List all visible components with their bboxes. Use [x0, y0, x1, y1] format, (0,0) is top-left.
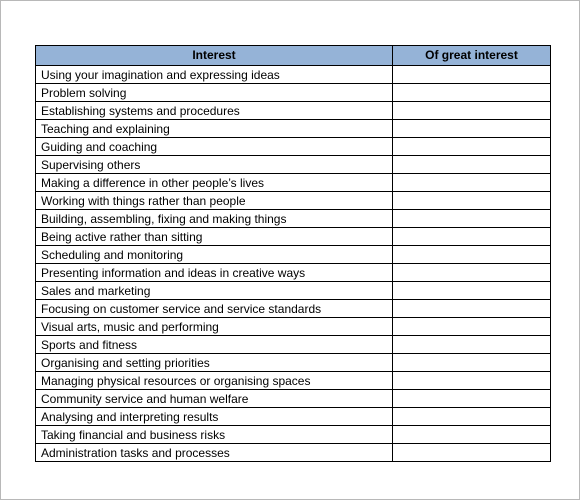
great-interest-cell[interactable]: [393, 372, 551, 390]
table-body: [36, 66, 551, 462]
table-row: [36, 138, 551, 156]
great-interest-cell[interactable]: [393, 210, 551, 228]
interest-cell: Establishing systems and procedures: [36, 102, 393, 120]
great-interest-cell[interactable]: [393, 192, 551, 210]
table-header-row: [36, 46, 551, 66]
great-interest-cell[interactable]: [393, 156, 551, 174]
interest-cell: Visual arts, music and performing: [36, 318, 393, 336]
great-interest-cell[interactable]: [393, 246, 551, 264]
interest-cell: Building, assembling, fixing and making things: [36, 210, 393, 228]
interest-cell: Teaching and explaining: [36, 120, 393, 138]
great-interest-cell[interactable]: [393, 408, 551, 426]
interest-cell: Making a difference in other people’s lives: [36, 174, 393, 192]
table-row: [36, 264, 551, 282]
interest-cell: Analysing and interpreting results: [36, 408, 393, 426]
great-interest-cell[interactable]: [393, 174, 551, 192]
header-interest: Interest: [36, 46, 393, 66]
great-interest-cell[interactable]: [393, 120, 551, 138]
table-row: [36, 336, 551, 354]
interest-cell: Administration tasks and processes: [36, 444, 393, 462]
interest-cell: Guiding and coaching: [36, 138, 393, 156]
table-row: [36, 390, 551, 408]
interest-cell: Sports and fitness: [36, 336, 393, 354]
table-row: [36, 354, 551, 372]
table-row: [36, 282, 551, 300]
great-interest-cell[interactable]: [393, 444, 551, 462]
great-interest-cell[interactable]: [393, 138, 551, 156]
great-interest-cell[interactable]: [393, 390, 551, 408]
table-row: [36, 210, 551, 228]
table-row: [36, 174, 551, 192]
great-interest-cell[interactable]: [393, 264, 551, 282]
great-interest-cell[interactable]: [393, 102, 551, 120]
interest-cell: Working with things rather than people: [36, 192, 393, 210]
great-interest-cell[interactable]: [393, 354, 551, 372]
interest-cell: Organising and setting priorities: [36, 354, 393, 372]
interest-cell: Presenting information and ideas in creative ways: [36, 264, 393, 282]
great-interest-cell[interactable]: [393, 66, 551, 84]
table-row: [36, 246, 551, 264]
table-row: [36, 228, 551, 246]
interest-cell: Supervising others: [36, 156, 393, 174]
table-row: [36, 372, 551, 390]
great-interest-cell[interactable]: [393, 282, 551, 300]
header-of-great-interest: Of great interest: [393, 46, 551, 66]
great-interest-cell[interactable]: [393, 426, 551, 444]
table-row: [36, 84, 551, 102]
table-row: [36, 318, 551, 336]
table-row: [36, 156, 551, 174]
table-row: [36, 102, 551, 120]
table-row: [36, 120, 551, 138]
interest-cell: Taking financial and business risks: [36, 426, 393, 444]
interest-cell: Sales and marketing: [36, 282, 393, 300]
table-row: [36, 426, 551, 444]
interest-table: [35, 45, 551, 462]
interest-cell: Managing physical resources or organising spaces: [36, 372, 393, 390]
interest-cell: Problem solving: [36, 84, 393, 102]
table-row: [36, 300, 551, 318]
great-interest-cell[interactable]: [393, 300, 551, 318]
table-row: [36, 192, 551, 210]
great-interest-cell[interactable]: [393, 228, 551, 246]
table-row: [36, 444, 551, 462]
table-row: [36, 408, 551, 426]
interest-cell: Being active rather than sitting: [36, 228, 393, 246]
great-interest-cell[interactable]: [393, 336, 551, 354]
interest-cell: Scheduling and monitoring: [36, 246, 393, 264]
great-interest-cell[interactable]: [393, 84, 551, 102]
great-interest-cell[interactable]: [393, 318, 551, 336]
interest-cell: Community service and human welfare: [36, 390, 393, 408]
interest-cell: Focusing on customer service and service standards: [36, 300, 393, 318]
interest-cell: Using your imagination and expressing ideas: [36, 66, 393, 84]
table-row: [36, 66, 551, 84]
